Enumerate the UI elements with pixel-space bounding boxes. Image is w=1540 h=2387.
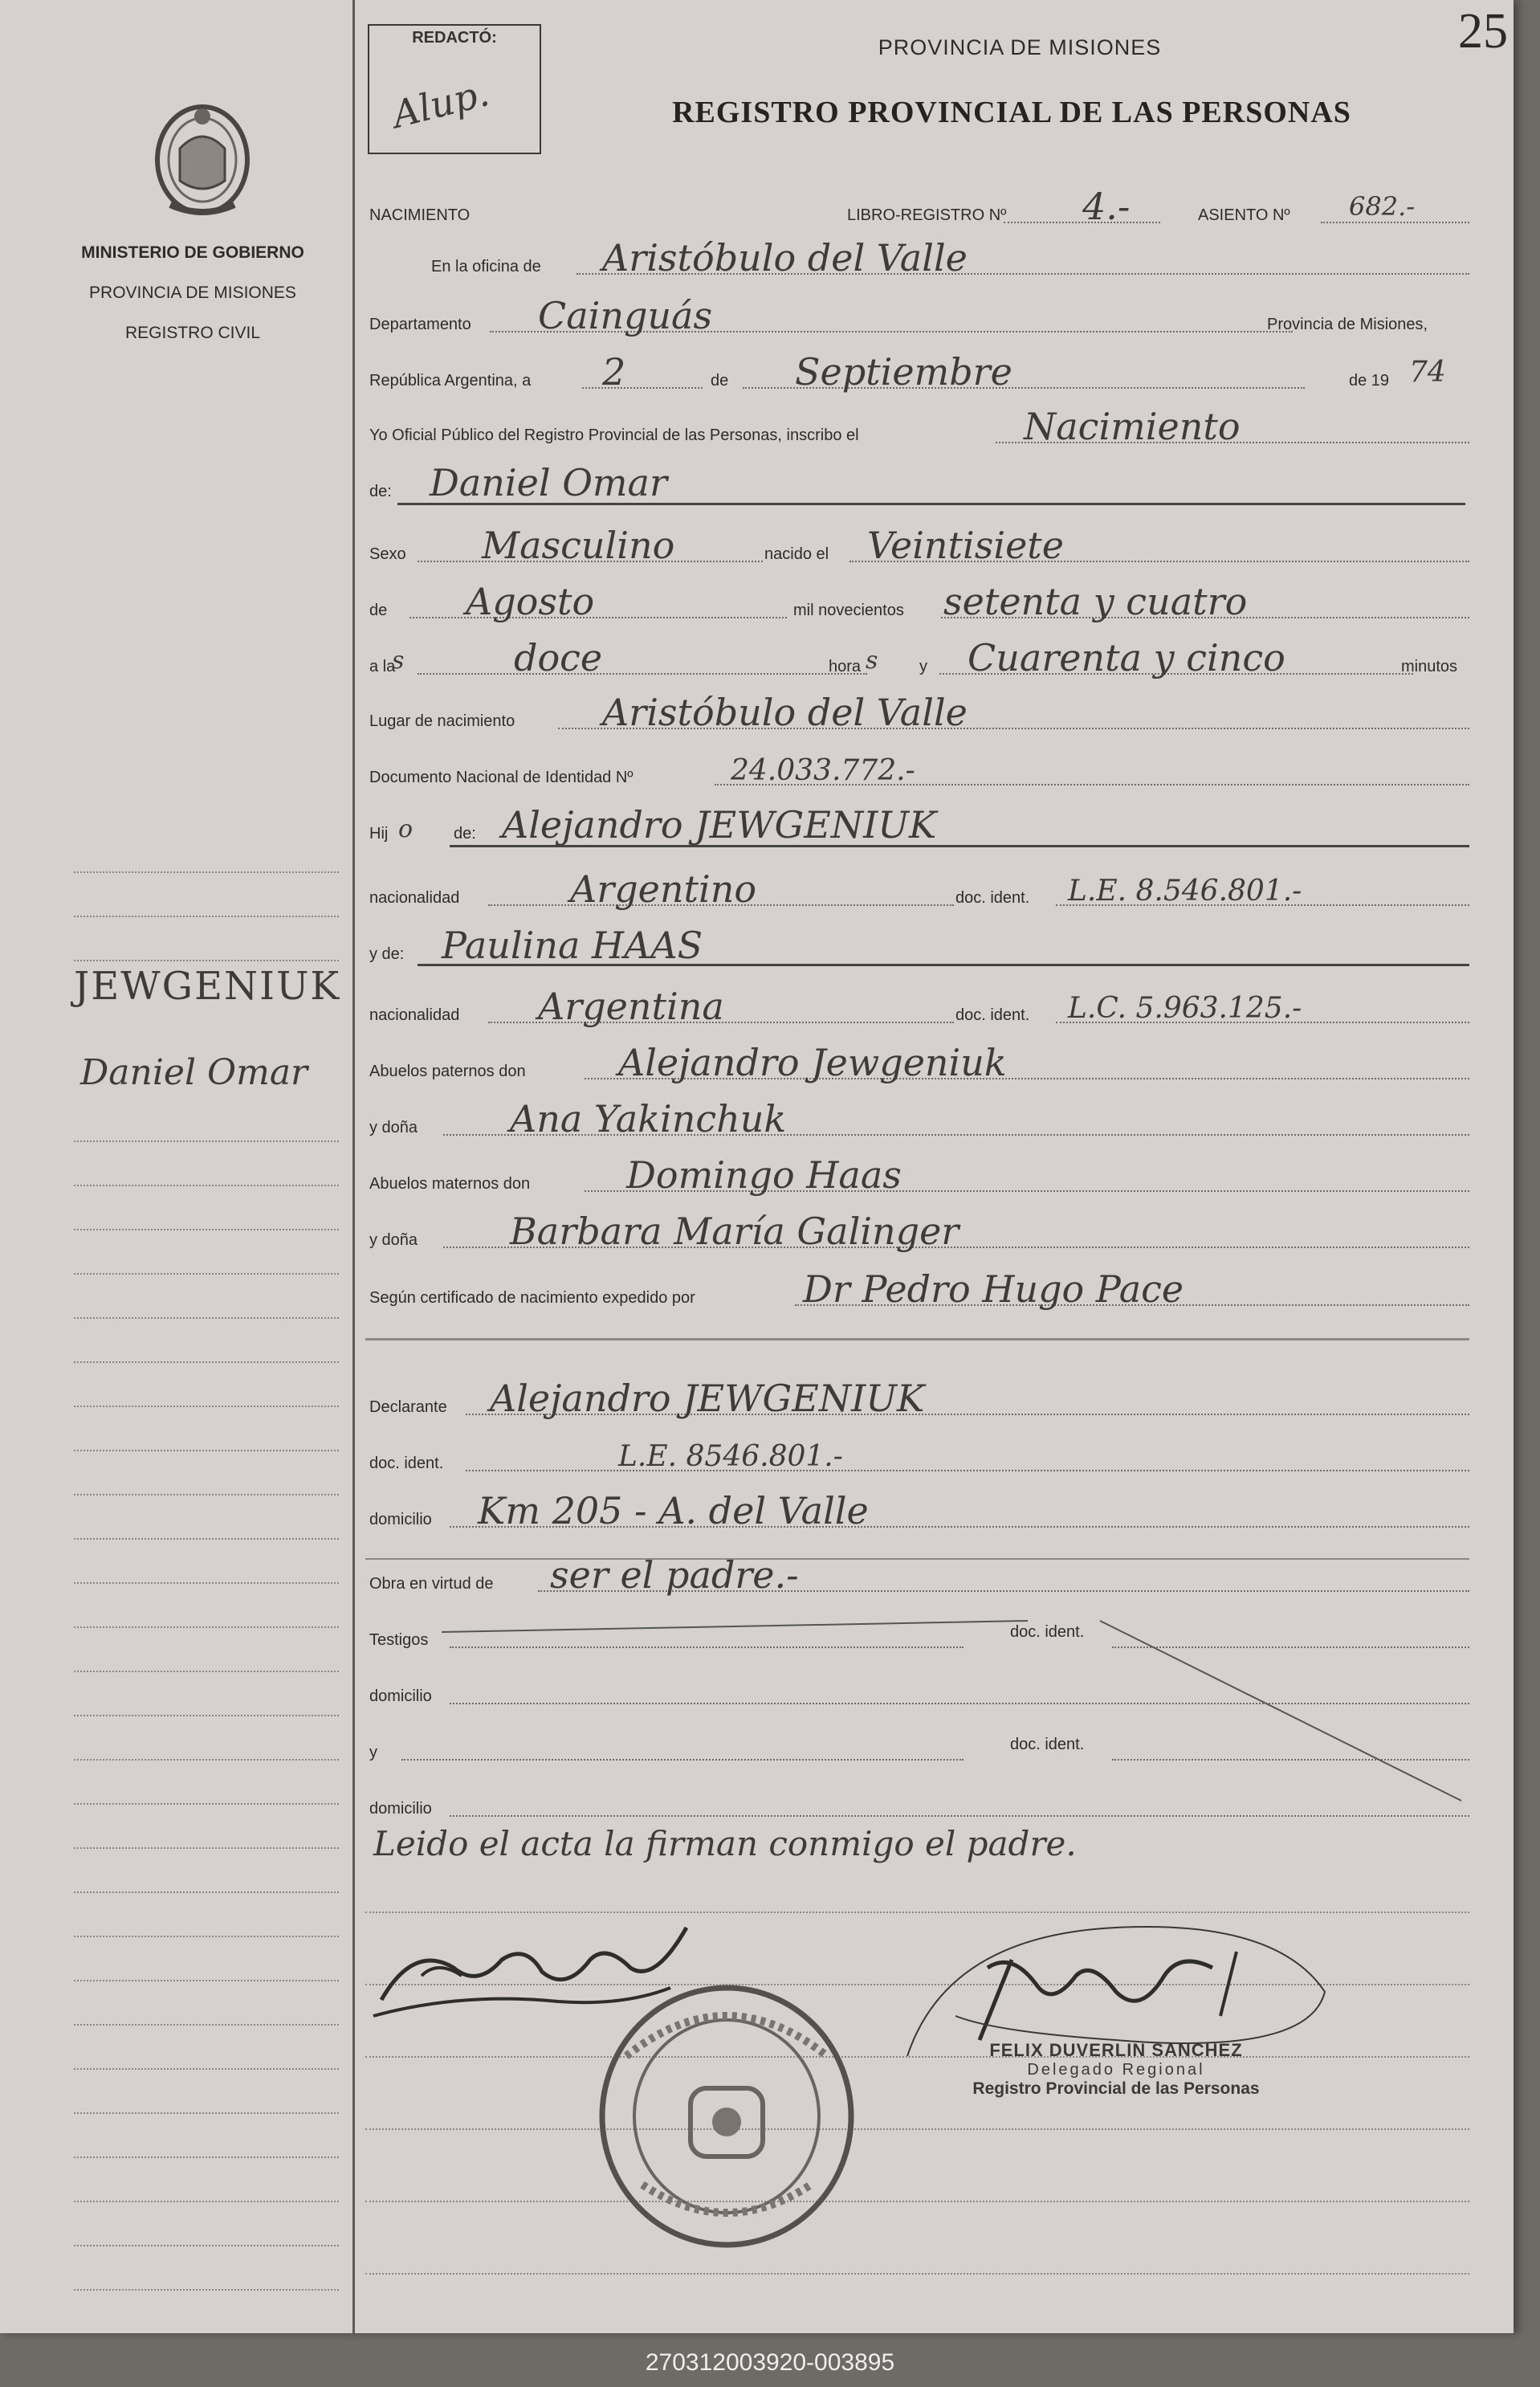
official-stamp-icon [594,1984,859,2249]
row-abuelo-m [369,1150,1469,1198]
row-abuela-m [369,1206,1469,1255]
libro-value: 4.- [1082,185,1131,228]
y-label: y [919,658,927,675]
padre-value: Alejandro JEWGENIUK [502,803,937,847]
horas-label: hora [829,658,862,675]
hijo-label: Hij [369,825,389,843]
asiento-value: 682.- [1349,191,1416,222]
abuelo-p-value: Alejandro Jewgeniuk [618,1041,1007,1084]
hora-value: doce [514,636,603,679]
dom-t1-label: domicilio [369,1687,432,1705]
testigos-cancel-lines [434,1614,1477,1815]
minutos-value: Cuarenta y cinco [968,636,1285,679]
lugar-value: Aristóbulo del Valle [602,691,968,734]
mes-value: Septiembre [795,350,1012,394]
ministry-line-3: REGISTRO CIVIL [124,324,261,342]
redacto-label: REDACTÓ: [412,29,497,47]
row-inscribo [369,402,1469,450]
testigos-label: Testigos [369,1631,429,1649]
anio-value: 74 [1409,356,1446,389]
row-nac-madre [369,981,1469,1030]
ydona2-label: y doña [369,1231,418,1249]
dia-value: 2 [602,350,626,394]
anio-label: de 19 [1349,372,1390,390]
officer-name: FELIX DUVERLIN SANCHEZ [989,2040,1243,2060]
province-heading: PROVINCIA DE MISIONES [878,35,1162,59]
declarante-label: Declarante [369,1398,447,1416]
abuela-p-value: Ana Yakinchuk [510,1097,787,1140]
row-libro [369,182,1469,230]
doc1-label: doc. ident. [955,889,1030,907]
libro-label: LIBRO-REGISTRO Nº [847,206,1007,224]
row-lugar [369,688,1469,736]
ministry-block [48,233,337,353]
row-padre [369,800,1469,848]
page-number: 25 [1458,4,1508,59]
ministry-line-1: MINISTERIO DE GOBIERNO [81,243,304,262]
row-mes-nac [369,577,1469,625]
domicilio-value: Km 205 - A. del Valle [478,1489,869,1532]
row-dni [369,744,1469,792]
row-sexo [369,520,1469,569]
leido-text: Leido el acta la firman conmigo el padre. [373,1824,1077,1863]
dom-t2-label: domicilio [369,1800,432,1818]
row-abuela-p [369,1094,1469,1142]
provincia-label: Provincia de Misiones, [1267,316,1428,333]
mil-label: mil novecientos [793,602,904,619]
de2-label: de: [369,483,392,500]
minutos-label: minutos [1401,658,1458,675]
inscribo-value: Nacimiento [1024,405,1241,448]
nac-madre-value: Argentina [538,985,724,1028]
row-madre [369,920,1469,969]
redacto-box [368,24,541,154]
margin-divider [352,0,355,2333]
row-nombre [369,458,1469,506]
abm-label: Abuelos maternos don [369,1175,531,1193]
margin-given-names: Daniel Omar [80,1052,308,1093]
oficina-label: En la oficina de [431,258,541,275]
row-hora [369,633,1469,681]
nombre-value: Daniel Omar [430,461,667,504]
doc2-label: doc. ident. [955,1006,1030,1024]
row-oficina [369,233,1469,281]
sexo-label: Sexo [369,545,406,563]
asiento-label: ASIENTO Nº [1198,206,1290,224]
madre-value: Paulina HAAS [442,924,703,967]
officer-title: Delegado Regional [1027,2061,1205,2079]
doc-madre-value: L.C. 5.963.125.- [1068,992,1302,1025]
republica-label: República Argentina, a [369,372,532,390]
hijo-de-label: de: [454,825,476,843]
abuela-m-value: Barbara María Galinger [510,1210,959,1253]
domicilio-label: domicilio [369,1511,432,1528]
row-doc-declarante [369,1430,1469,1478]
row-domicilio [369,1486,1469,1534]
mes-nac-value: Agosto [466,580,595,623]
hijo-o: o [398,815,414,843]
row-abuelo-p [369,1038,1469,1086]
row-leido [369,1817,1469,1865]
row-obra [369,1550,1469,1598]
declarante-value: Alejandro JEWGENIUK [490,1377,925,1420]
obra-value: ser el padre.- [550,1553,799,1597]
yt-label: y [369,1744,377,1761]
margin-surname: JEWGENIUK [74,964,341,1009]
nacido-label: nacido el [764,545,829,563]
nac-padre-value: Argentino [570,867,757,911]
officer-office: Registro Provincial de las Personas [972,2079,1260,2098]
lugar-label: Lugar de nacimiento [369,712,515,730]
oficina-value: Aristóbulo del Valle [602,236,968,280]
yde-label: y de: [369,945,405,963]
row-departamento [369,291,1469,339]
abp-label: Abuelos paternos don [369,1063,526,1080]
nacimiento-label: NACIMIENTO [369,206,471,224]
row-declarante [369,1373,1469,1422]
row-certificado [369,1264,1469,1312]
horas-s: s [866,647,878,675]
coat-of-arms-icon [138,92,267,221]
dni-value: 24.033.772.- [731,754,915,787]
de3-label: de [369,602,388,619]
cert-value: Dr Pedro Hugo Pace [803,1267,1184,1311]
doc-t2-label: doc. ident. [1010,1736,1085,1753]
footer-id: 270312003920-003895 [645,2349,895,2376]
docd-label: doc. ident. [369,1455,444,1472]
ministry-line-2: PROVINCIA DE MISIONES [89,284,296,302]
de-label: de [711,372,729,390]
officer-block [907,2040,1325,2099]
departamento-label: Departamento [369,316,471,333]
registry-heading: REGISTRO PROVINCIAL DE LAS PERSONAS [672,96,1351,129]
ala-label: a la [369,658,396,675]
row-fecha [369,347,1469,395]
departamento-value: Cainguás [538,294,713,337]
doc-padre-value: L.E. 8.546.801.- [1068,875,1302,908]
inscribo-label: Yo Oficial Público del Registro Provincial de las Personas, inscribo el [369,426,859,444]
cert-label: Según certificado de nacimiento expedido por [369,1289,695,1307]
obra-label: Obra en virtud de [369,1575,494,1593]
redacto-initials: Alup. [388,71,494,137]
anio-nac-value: setenta y cuatro [943,580,1248,623]
sexo-value: Masculino [482,524,675,567]
ydona1-label: y doña [369,1119,418,1136]
ala-s: s [392,647,405,675]
doc-declarante-value: L.E. 8546.801.- [618,1440,843,1473]
nac2-label: nacionalidad [369,1006,460,1024]
doc-t1-label: doc. ident. [1010,1623,1085,1641]
nac1-label: nacionalidad [369,889,460,907]
row-nac-padre [369,864,1469,912]
dni-label: Documento Nacional de Identidad Nº [369,769,634,786]
nacido-value: Veintisiete [867,524,1065,567]
abuelo-m-value: Domingo Haas [626,1153,902,1197]
